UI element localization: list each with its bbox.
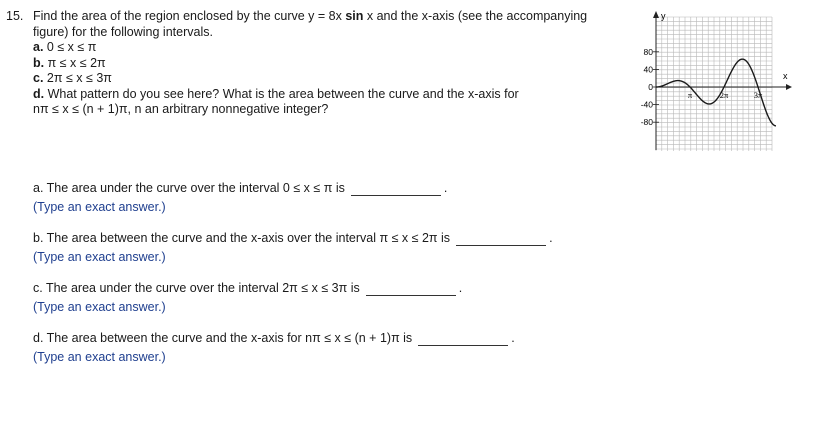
graph-grid xyxy=(656,17,772,151)
answer-d-input[interactable] xyxy=(418,332,508,346)
answer-a-prompt: a. The area under the curve over the interval 0 ≤ x ≤ π is xyxy=(33,181,345,195)
y-axis-label: y xyxy=(661,11,666,21)
y-axis-arrow xyxy=(653,11,659,18)
answer-c-input[interactable] xyxy=(366,282,456,296)
answer-d-prompt: d. The area between the curve and the x-axis for nπ ≤ x ≤ (n + 1)π is xyxy=(33,331,413,345)
part-d-line2: nπ ≤ x ≤ (n + 1)π, n an arbitrary nonnegative integer? xyxy=(33,102,329,116)
answer-b: b. The area between the curve and the x-axis over the interval π ≤ x ≤ 2π is . (Type an exact answer.) xyxy=(33,231,553,264)
part-a: a. 0 ≤ x ≤ π xyxy=(33,40,97,54)
x-tick-2: 2π xyxy=(719,90,729,100)
answer-b-input[interactable] xyxy=(456,232,546,246)
answer-a-input[interactable] xyxy=(351,182,441,196)
x-tick-1: π xyxy=(687,90,693,100)
answer-d-hint: (Type an exact answer.) xyxy=(33,350,166,364)
part-b: b. π ≤ x ≤ 2π xyxy=(33,55,106,70)
answer-b-prompt: b. The area between the curve and the x-axis over the interval π ≤ x ≤ 2π is xyxy=(33,231,451,245)
question-number: 15. xyxy=(6,9,24,23)
part-c: c. 2π ≤ x ≤ 3π xyxy=(33,71,112,85)
problem-intro-line2: figure) for the following intervals. xyxy=(33,24,213,39)
y-tick-80: 80 xyxy=(643,46,653,57)
answer-a: a. The area under the curve over the interval 0 ≤ x ≤ π is . (Type an exact answer.) xyxy=(33,181,553,231)
answer-b-hint: (Type an exact answer.) xyxy=(33,250,166,264)
answer-c: c. The area under the curve over the interval 2π ≤ x ≤ 3π is . (Type an exact answer.) xyxy=(33,281,553,331)
x-axis-arrow xyxy=(786,84,792,90)
problem-statement xyxy=(33,9,618,118)
y-tick-40: 40 xyxy=(643,64,653,75)
y-tick-0: 0 xyxy=(648,82,653,92)
answer-d: d. The area between the curve and the x-axis for nπ ≤ x ≤ (n + 1)π is . (Type an exact answer.) xyxy=(33,331,553,381)
answer-a-hint: (Type an exact answer.) xyxy=(33,200,166,214)
part-d-line1: d. What pattern do you see here? What is the area between the curve and the x-axis for xyxy=(33,86,519,101)
y-tick--40: -40 xyxy=(640,99,653,110)
answer-c-hint: (Type an exact answer.) xyxy=(33,300,166,314)
x-tick-3: 3π xyxy=(753,90,763,100)
y-tick--80: -80 xyxy=(640,117,653,128)
function-graph[interactable] xyxy=(636,6,796,156)
x-axis-label: x xyxy=(783,71,788,81)
answer-c-prompt: c. The area under the curve over the interval 2π ≤ x ≤ 3π is xyxy=(33,281,360,295)
answer-section xyxy=(33,181,553,381)
problem-intro-line1: Find the area of the region enclosed by the curve y = 8x sin x and the x-axis (see the accompanying xyxy=(33,9,588,23)
